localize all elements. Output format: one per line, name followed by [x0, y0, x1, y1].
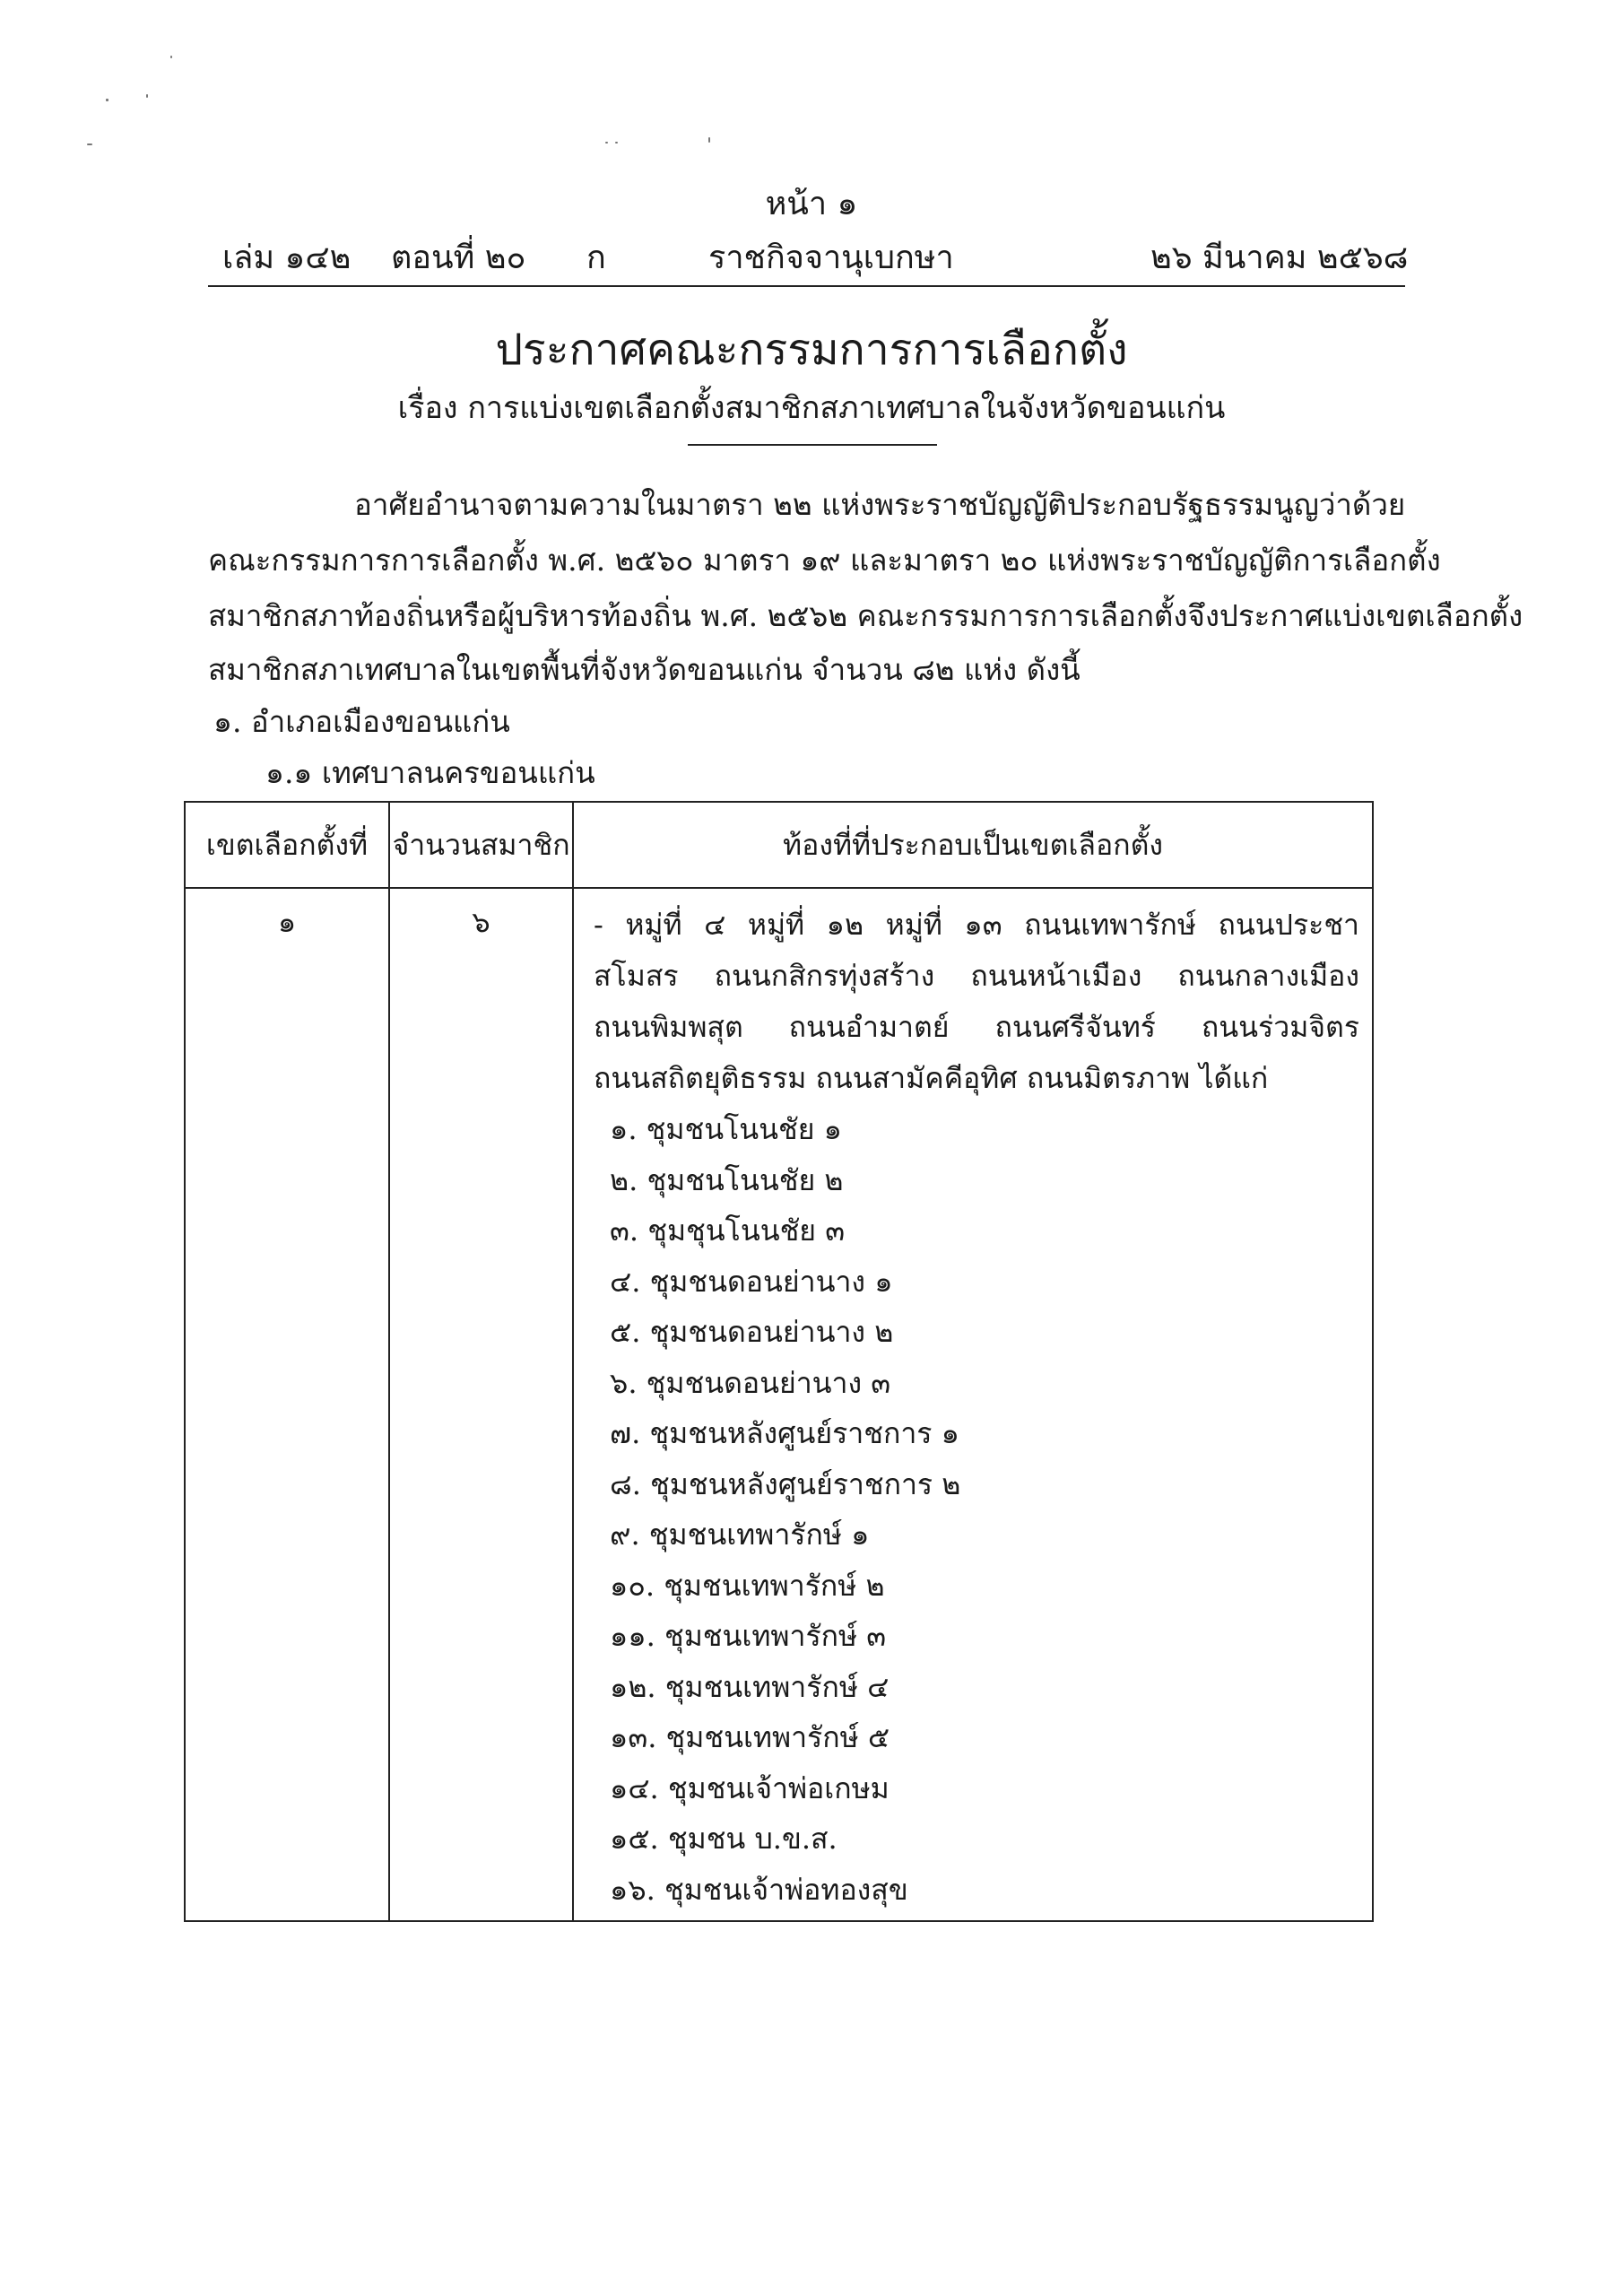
announcement-title: ประกาศคณะกรรมการการเลือกตั้ง: [495, 325, 1128, 375]
volume-number: เล่ม ๑๔๒: [222, 239, 352, 276]
issue-number: ตอนที่ ๒๐: [391, 239, 526, 276]
header-area: ท้องที่ที่ประกอบเป็นเขตเลือกตั้ง: [573, 802, 1373, 888]
community-item: ๑. ชุมชนโนนชัย ๑: [610, 1112, 842, 1146]
section-letter: ก: [586, 239, 606, 276]
publication-name: ราชกิจจานุเบกษา: [708, 239, 954, 276]
header-zone: เขตเลือกตั้งที่: [185, 802, 389, 888]
area-line: ถนนพิมพสุต ถนนอำมาตย์ ถนนศรีจันทร์ ถนนร่วมจิตร: [594, 1010, 1359, 1044]
community-item: ๒. ชุมชนโนนชัย ๒: [610, 1162, 844, 1197]
preamble-line-4: สมาชิกสภาเทศบาลในเขตพื้นที่จังหวัดขอนแก่น จำนวน ๘๒ แห่ง ดังนี้: [208, 652, 1081, 687]
title-divider: [688, 444, 937, 446]
area-line: สโมสร ถนนกสิกรทุ่งสร้าง ถนนหน้าเมือง ถนนกลางเมือง: [594, 959, 1359, 993]
district-heading: ๑. อำเภอเมืองขอนแก่น: [213, 704, 510, 739]
community-item: ๙. ชุมชนเทพารักษ์ ๑: [610, 1518, 870, 1552]
community-item: ๕. ชุมชนดอนย่านาง ๒: [610, 1315, 894, 1349]
preamble-line-3: สมาชิกสภาท้องถิ่นหรือผู้บริหารท้องถิ่น พ.ศ. ๒๕๖๒ คณะกรรมการการเลือกตั้งจึงประกาศแบ่งเขตเลือกตั้ง: [208, 598, 1523, 633]
preamble-line-1: อาศัยอำนาจตามความในมาตรา ๒๒ แห่งพระราชบัญญัติประกอบรัฐธรรมนูญว่าด้วย: [354, 487, 1406, 522]
table-header-row: [185, 802, 1373, 888]
community-item: ๑๒. ชุมชนเทพารักษ์ ๔: [610, 1669, 890, 1704]
community-item: ๘. ชุมชนหลังศูนย์ราชการ ๒: [610, 1466, 961, 1501]
preamble-line-2: คณะกรรมการการเลือกตั้ง พ.ศ. ๒๕๖๐ มาตรา ๑๙ และมาตรา ๒๐ แห่งพระราชบัญญัติการเลือกตั้ง: [208, 543, 1441, 578]
community-item: ๓. ชุมชุนโนนชัย ๓: [610, 1213, 846, 1248]
community-item: ๖. ชุมชนดอนย่านาง ๓: [610, 1365, 891, 1400]
community-item: ๑๑. ชุมชนเทพารักษ์ ๓: [610, 1619, 887, 1653]
community-item: ๑๐. ชุมชนเทพารักษ์ ๒: [610, 1568, 885, 1603]
community-item: ๔. ชุมชนดอนย่านาง ๑: [610, 1264, 893, 1299]
page-number: หน้า ๑: [765, 186, 858, 222]
announcement-subject: เรื่อง การแบ่งเขตเลือกตั้งสมาชิกสภาเทศบาลในจังหวัดขอนแก่น: [397, 390, 1226, 426]
publication-date: ๒๖ มีนาคม ๒๕๖๘: [1150, 239, 1409, 276]
electoral-zone-table: [184, 801, 1374, 1922]
zone-number: ๑: [185, 888, 389, 1921]
community-item: ๑๔. ชุมชนเจ้าพ่อเกษม: [610, 1770, 890, 1805]
community-item: ๑๓. ชุมชนเทพารักษ์ ๕: [610, 1720, 890, 1754]
area-description: [573, 888, 1373, 1921]
header-members: จำนวนสมาชิก: [389, 802, 573, 888]
municipality-heading: ๑.๑ เทศบาลนครขอนแก่น: [265, 755, 595, 790]
header-rule: [208, 285, 1405, 287]
community-item: ๑๖. ชุมชนเจ้าพ่อทองสุข: [610, 1872, 908, 1907]
area-line: ถนนสถิตยุติธรรม ถนนสามัคคีอุทิศ ถนนมิตรภาพ ได้แก่: [594, 1061, 1269, 1095]
table-row: [185, 888, 1373, 1921]
community-item: ๗. ชุมชนหลังศูนย์ราชการ ๑: [610, 1416, 959, 1450]
member-count: ๖: [389, 888, 573, 1921]
area-line: - หมู่ที่ ๔ หมู่ที่ ๑๒ หมู่ที่ ๑๓ ถนนเทพารักษ์ ถนนประชา: [594, 908, 1359, 942]
community-item: ๑๕. ชุมชน บ.ข.ส.: [610, 1822, 838, 1856]
